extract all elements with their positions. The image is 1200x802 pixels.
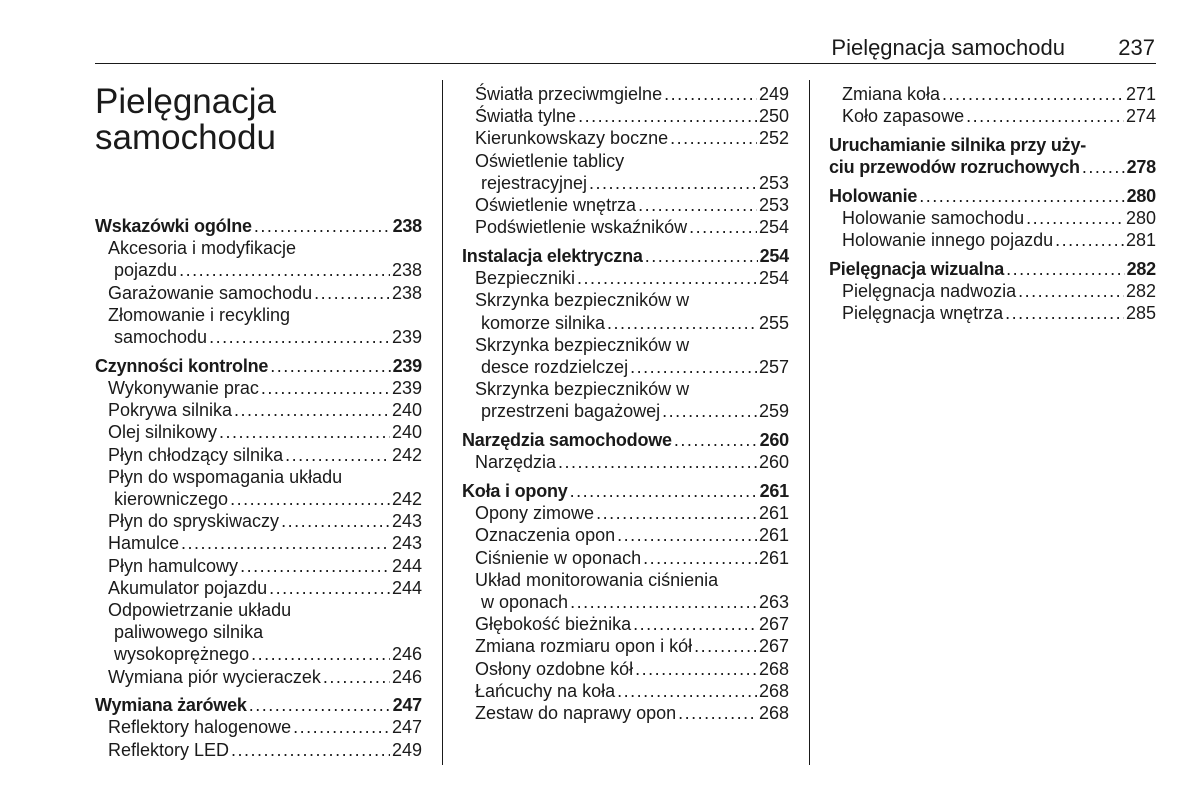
dot-leader — [662, 400, 757, 422]
toc-entry — [462, 702, 789, 724]
running-header-title: Pielęgnacja samochodu — [831, 35, 1065, 60]
toc-entry — [829, 83, 1156, 105]
dot-leader — [209, 326, 390, 348]
toc-entry-title: Światła przeciwmgielne — [475, 84, 663, 104]
toc-entry-title: Holowanie — [829, 185, 918, 206]
dot-leader — [231, 739, 390, 761]
toc-section-entry — [829, 258, 1156, 280]
toc-page-number: 247 — [391, 717, 422, 738]
toc-page-number: 240 — [391, 400, 422, 421]
toc-entry-title: wysokoprężnego — [114, 644, 250, 665]
dot-leader — [638, 194, 757, 216]
toc-section-entry — [95, 694, 422, 716]
toc-entry-title: w oponach — [481, 591, 569, 612]
toc-entry — [462, 613, 789, 635]
toc-entry-title: Hamulce — [108, 533, 180, 554]
toc-entry — [95, 643, 422, 665]
toc-entry — [95, 488, 422, 510]
toc-entry-line: Oświetlenie tablicy — [475, 150, 625, 171]
toc-section-entry — [462, 245, 789, 267]
dot-leader — [1005, 302, 1124, 324]
toc-entry — [829, 207, 1156, 229]
toc-page-number: 263 — [758, 591, 789, 612]
toc-entry-title: Oznaczenia opon — [475, 525, 616, 546]
toc-entry-title: rejestracyjnej — [481, 172, 588, 193]
toc-entry — [462, 502, 789, 524]
dot-leader — [179, 259, 390, 281]
toc-entry — [95, 259, 422, 281]
toc-entry — [462, 356, 789, 378]
dot-leader — [323, 666, 390, 688]
toc-entry-title: Podświetlenie wskaźników — [475, 217, 688, 238]
dot-leader — [643, 547, 757, 569]
dot-leader — [1082, 156, 1125, 178]
toc-entry-title: Pielęgnacja nadwozia — [842, 281, 1017, 302]
toc-entry-title: Pielęgnacja wnętrza — [842, 303, 1004, 324]
toc-entry — [95, 739, 422, 761]
toc-page-number: 246 — [391, 644, 422, 665]
dot-leader — [251, 643, 390, 665]
toc-entry — [462, 591, 789, 613]
toc-entry — [462, 105, 789, 127]
toc-entry-title: Akumulator pojazdu — [108, 577, 268, 598]
toc-entry-title: ciu przewodów rozruchowych — [829, 157, 1080, 178]
toc-column-2 — [462, 83, 789, 724]
toc-page-number: 242 — [391, 444, 422, 465]
toc-entry — [829, 105, 1156, 127]
toc-entry-title: Wskazówki ogólne — [95, 216, 252, 236]
toc-page-number: 254 — [758, 217, 789, 238]
toc-page-number: 280 — [1126, 185, 1156, 206]
toc-section-entry — [95, 215, 422, 237]
toc-entry-title: samochodu — [114, 327, 208, 348]
toc-page-number: 268 — [758, 702, 789, 723]
toc-entry-title: Holowanie samochodu — [842, 208, 1025, 229]
toc-page-number: 261 — [759, 480, 789, 501]
toc-page-number: 285 — [1125, 303, 1156, 324]
toc-page-number: 244 — [391, 577, 422, 598]
dot-leader — [314, 282, 390, 304]
toc-entry-title: Wymiana żarówek — [95, 695, 247, 716]
column-divider — [442, 80, 443, 765]
toc-entry — [829, 280, 1156, 302]
toc-entry — [95, 326, 422, 348]
dot-leader — [678, 702, 757, 724]
chapter-title-line: samochodu — [95, 118, 276, 157]
toc-page-number: 278 — [1126, 157, 1156, 178]
toc-page-number: 260 — [759, 430, 789, 451]
dot-leader — [270, 355, 390, 377]
toc-entry-line: Skrzynka bezpieczników w — [475, 290, 690, 311]
toc-entry-title: Czynności kontrolne — [95, 355, 269, 376]
toc-page-number: 239 — [391, 377, 422, 398]
toc-entry-title: Pielęgnacja wizualna — [829, 258, 1005, 279]
toc-page-number: 268 — [758, 658, 789, 679]
toc-entry — [462, 680, 789, 702]
toc-page-number: 280 — [1125, 208, 1156, 229]
toc-page-number: 247 — [392, 695, 422, 716]
toc-entry — [462, 127, 789, 149]
toc-entry-line: Odpowietrzanie układu — [108, 599, 292, 620]
toc-entry — [95, 377, 422, 399]
toc-page-number: 238 — [392, 216, 422, 236]
toc-entry — [95, 532, 422, 554]
toc-entry-line: Skrzynka bezpieczników w — [475, 334, 690, 355]
toc-page-number: 253 — [758, 172, 789, 193]
toc-entry-line: Płyn do wspomagania układu — [108, 466, 343, 487]
toc-entry-title: Wymiana piór wycieraczek — [108, 666, 321, 687]
toc-entry-title: Reflektory halogenowe — [108, 717, 292, 738]
toc-entry-title: Zmiana koła — [842, 84, 941, 104]
dot-leader — [558, 451, 757, 473]
dot-leader — [966, 105, 1124, 127]
toc-section-entry — [829, 185, 1156, 207]
toc-entry-title: Garażowanie samochodu — [108, 282, 313, 303]
toc-entry — [462, 524, 789, 546]
toc-entry — [95, 555, 422, 577]
toc-entry — [95, 421, 422, 443]
toc-entry-title: Oświetlenie wnętrza — [475, 195, 637, 216]
dot-leader — [281, 510, 390, 532]
toc-page-number: 261 — [758, 503, 789, 524]
toc-entry — [462, 216, 789, 238]
toc-entry — [462, 635, 789, 657]
dot-leader — [240, 555, 390, 577]
dot-leader — [1026, 207, 1124, 229]
toc-entry-title: Olej silnikowy — [108, 422, 218, 443]
toc-entry — [95, 716, 422, 738]
toc-entry-title: Opony zimowe — [475, 503, 595, 524]
toc-entry-title: Płyn hamulcowy — [108, 555, 239, 576]
toc-page-number: 250 — [758, 106, 789, 127]
toc-page-number: 244 — [391, 555, 422, 576]
dot-leader — [1055, 229, 1124, 251]
toc-entry — [462, 194, 789, 216]
dot-leader — [607, 312, 757, 334]
toc-entry-title: przestrzeni bagażowej — [481, 401, 661, 422]
toc-page-number: 282 — [1125, 281, 1156, 302]
toc-entry-title: Pokrywa silnika — [108, 400, 233, 421]
toc-entry — [95, 666, 422, 688]
toc-entry — [95, 577, 422, 599]
toc-entry — [462, 172, 789, 194]
toc-page-number: 253 — [758, 195, 789, 216]
toc-entry — [462, 658, 789, 680]
toc-entry-title: desce rozdzielczej — [481, 356, 629, 377]
toc-page-number: 243 — [391, 533, 422, 554]
toc-page-number: 238 — [391, 282, 422, 303]
dot-leader — [293, 716, 390, 738]
toc-entry-title: Światła tylne — [475, 106, 577, 127]
dot-leader — [219, 421, 390, 443]
toc-entry-title: Narzędzia samochodowe — [462, 430, 672, 451]
header-rule — [95, 63, 1156, 64]
toc-page-number: 240 — [391, 422, 422, 443]
toc-page-number: 239 — [391, 327, 422, 348]
dot-leader — [254, 215, 391, 237]
toc-page-number: 246 — [391, 666, 422, 687]
toc-column-3 — [829, 83, 1156, 325]
toc-entry — [462, 267, 789, 289]
toc-entry-title: kierowniczego — [114, 488, 229, 509]
toc-entry — [462, 451, 789, 473]
dot-leader — [664, 83, 757, 105]
toc-entry-line: Akcesoria i modyfikacje — [108, 238, 297, 259]
toc-entry-title: Zestaw do naprawy opon — [475, 702, 677, 723]
toc-entry-title: Instalacja elektryczna — [462, 245, 643, 266]
toc-page-number: 268 — [758, 680, 789, 701]
toc-page-number: 239 — [392, 355, 422, 376]
toc-page-number: 260 — [758, 452, 789, 473]
dot-leader — [181, 532, 390, 554]
toc-page-number: 249 — [758, 84, 789, 104]
chapter-title — [95, 84, 415, 156]
toc-entry — [95, 399, 422, 421]
toc-entry-title: Płyn do spryskiwaczy — [108, 511, 280, 532]
toc-entry-title: Narzędzia — [475, 452, 557, 473]
dot-leader — [596, 502, 757, 524]
toc-entry-title: Zmiana rozmiaru opon i kół — [475, 636, 693, 657]
toc-entry-line: Uruchamianie silnika przy uży- — [829, 134, 1087, 155]
dot-leader — [269, 577, 390, 599]
toc-page-number: 249 — [391, 739, 422, 760]
dot-leader — [617, 524, 757, 546]
toc-entry — [95, 510, 422, 532]
toc-entry — [829, 229, 1156, 251]
toc-entry — [462, 312, 789, 334]
toc-page-number: 254 — [758, 268, 789, 289]
dot-leader — [670, 127, 757, 149]
toc-page-number: 282 — [1126, 258, 1156, 279]
dot-leader — [249, 694, 391, 716]
toc-page-number: 267 — [758, 636, 789, 657]
toc-entry — [462, 400, 789, 422]
toc-column-1 — [95, 215, 422, 761]
toc-entry-title: Bezpieczniki — [475, 268, 576, 289]
toc-page-number: 281 — [1125, 230, 1156, 251]
dot-leader — [942, 83, 1124, 105]
toc-entry-title: Płyn chłodzący silnika — [108, 444, 284, 465]
toc-entry-title: pojazdu — [114, 260, 178, 281]
dot-leader — [919, 185, 1124, 207]
page-number: 237 — [1118, 35, 1155, 60]
toc-entry-title: Ciśnienie w oponach — [475, 547, 642, 568]
toc-entry-title: Łańcuchy na koła — [475, 680, 616, 701]
toc-section-entry — [95, 355, 422, 377]
dot-leader — [674, 429, 758, 451]
toc-entry-title: komorze silnika — [481, 312, 606, 333]
toc-section-entry — [462, 480, 789, 502]
toc-entry-line: paliwowego silnika — [114, 622, 264, 643]
toc-page-number: 261 — [758, 547, 789, 568]
dot-leader — [645, 245, 758, 267]
toc-section-entry — [462, 429, 789, 451]
toc-section-entry — [829, 156, 1156, 178]
dot-leader — [694, 635, 757, 657]
toc-entry-line: Złomowanie i recykling — [108, 304, 291, 325]
toc-entry-title: Osłony ozdobne kół — [475, 658, 634, 679]
toc-entry — [95, 444, 422, 466]
dot-leader — [570, 591, 757, 613]
dot-leader — [1006, 258, 1124, 280]
dot-leader — [577, 267, 757, 289]
toc-page-number: 271 — [1125, 84, 1156, 104]
dot-leader — [230, 488, 390, 510]
toc-entry-title: Koło zapasowe — [842, 106, 965, 127]
toc-entry-line: Układ monitorowania ciśnienia — [475, 569, 719, 590]
dot-leader — [589, 172, 757, 194]
toc-page-number: 257 — [758, 356, 789, 377]
toc-page-number: 255 — [758, 312, 789, 333]
dot-leader — [234, 399, 390, 421]
dot-leader — [1018, 280, 1124, 302]
toc-entry — [829, 302, 1156, 324]
toc-page-number: 274 — [1125, 106, 1156, 127]
dot-leader — [570, 480, 758, 502]
toc-entry — [95, 282, 422, 304]
dot-leader — [261, 377, 390, 399]
dot-leader — [689, 216, 757, 238]
column-divider — [809, 80, 810, 765]
toc-page-number: 259 — [758, 401, 789, 422]
toc-entry-title: Koła i opony — [462, 480, 568, 501]
dot-leader — [617, 680, 757, 702]
toc-entry — [462, 83, 789, 105]
dot-leader — [285, 444, 390, 466]
toc-entry-title: Głębokość bieżnika — [475, 614, 632, 635]
toc-page-number: 243 — [391, 511, 422, 532]
dot-leader — [633, 613, 757, 635]
toc-page-number: 261 — [758, 525, 789, 546]
dot-leader — [635, 658, 757, 680]
toc-entry-line: Skrzynka bezpieczników w — [475, 379, 690, 400]
toc-page-number: 267 — [758, 614, 789, 635]
toc-entry-title: Kierunkowskazy boczne — [475, 128, 669, 149]
chapter-title-line: Pielęgnacja — [95, 82, 276, 121]
toc-entry-title: Holowanie innego pojazdu — [842, 230, 1054, 251]
toc-page-number: 252 — [758, 128, 789, 149]
toc-entry-title: Reflektory LED — [108, 739, 230, 760]
dot-leader — [630, 356, 757, 378]
dot-leader — [578, 105, 757, 127]
toc-page-number: 254 — [759, 245, 789, 266]
toc-page-number: 242 — [391, 488, 422, 509]
toc-entry-title: Wykonywanie prac — [108, 377, 259, 398]
toc-page-number: 238 — [391, 260, 422, 281]
toc-entry — [462, 547, 789, 569]
